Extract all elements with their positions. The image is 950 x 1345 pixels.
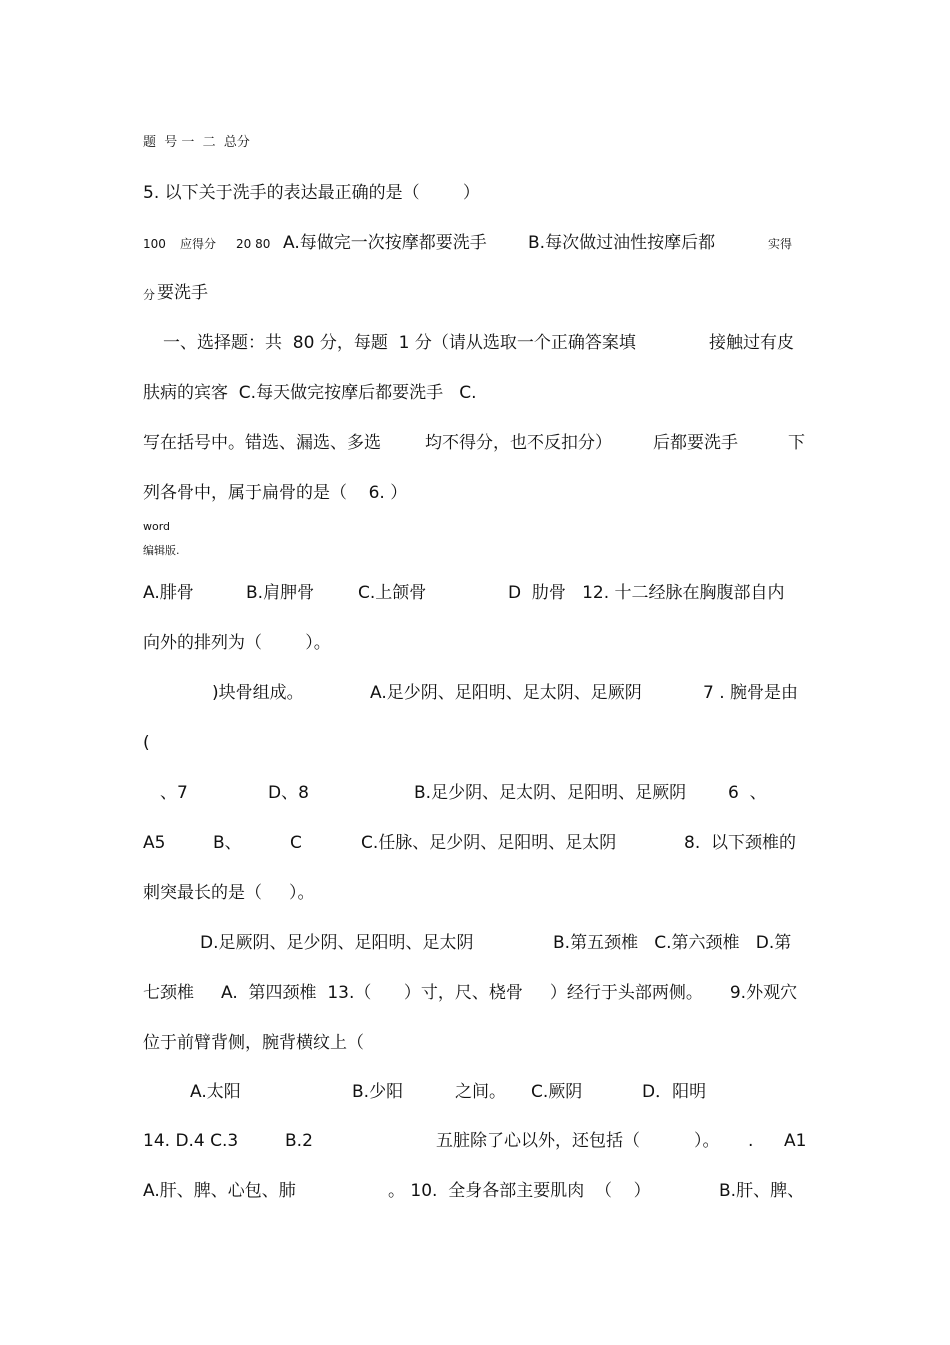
q12-option-d: D.足厥阴、足少阴、足阳明、足太阴 xyxy=(200,933,474,953)
q6-option-b: B.肩胛骨 xyxy=(246,583,315,603)
q7-option-a: A5 xyxy=(143,833,166,853)
q9-option-a: A1 xyxy=(784,1131,807,1151)
score-table-header: 题 号 一 二 总分 xyxy=(143,135,250,150)
q6-option-d-and-q12: D 肋骨 12. 十二经脉在胸腹部自内 xyxy=(508,583,785,603)
total-100: 100 xyxy=(143,237,166,251)
q7-fragment-6: 6 、 xyxy=(728,783,767,803)
q6-option-c: C.上颌骨 xyxy=(358,583,427,603)
watermark-word: word xyxy=(143,520,171,533)
q9-cont: 位于前臂背侧，腕背横纹上（ xyxy=(143,1033,364,1053)
q13-option-d: D．阳明 xyxy=(642,1082,707,1102)
actual-score-label-cont: 分 xyxy=(143,288,156,302)
q7-option-d: D、8 xyxy=(268,783,309,803)
q5-option-c: 肤病的宾客 C.每天做完按摩后都要洗手 C. xyxy=(143,383,477,403)
q8-cont: 刺突最长的是（ ）。 xyxy=(143,883,315,903)
score-values: 20 80 xyxy=(236,237,271,251)
dot-fragment: . xyxy=(748,1131,754,1151)
q7-option-c: 、7 xyxy=(160,783,188,803)
question-10: 。 10. 全身各部主要肌肉 （ ） xyxy=(388,1181,651,1201)
q5-option-c-fragment: 接触过有皮 xyxy=(709,333,794,353)
q7-fragment: )块骨组成。 xyxy=(212,683,304,703)
q7-c-label: C xyxy=(290,833,302,853)
q6-option-a: A.腓骨 xyxy=(143,583,194,603)
q7-paren: ( xyxy=(143,733,150,753)
q12-option-c: C.任脉、足少阴、足阳明、足太阴 xyxy=(361,833,617,853)
q6-prefix: 下 xyxy=(788,433,805,453)
actual-score-label: 实得 xyxy=(768,237,793,251)
q13-option-c: C.厥阴 xyxy=(531,1082,583,1102)
should-score-label: 应得分 xyxy=(180,237,217,251)
q14-text: 五脏除了心以外，还包括（ ）。 xyxy=(436,1131,720,1151)
q8-options-bcd: B.第五颈椎 C.第六颈椎 D.第 xyxy=(553,933,792,953)
instructions-cont: 写在括号中。错选、漏选、多选 xyxy=(143,433,381,453)
q5-option-b-cont: 要洗手 xyxy=(157,283,208,303)
q5-option-b: B.每次做过油性按摩后都 xyxy=(528,233,716,253)
watermark-editable: 编辑版. xyxy=(143,544,180,557)
q12-cont: 向外的排列为（ ）。 xyxy=(143,633,331,653)
question-5: 5. 以下关于洗手的表达最正确的是（ ） xyxy=(143,183,480,203)
q8-q13-q9-line: 七颈椎 A. 第四颈椎 13.（ ）寸，尺、桡骨 ）经行于头部两侧。 9.外观穴 xyxy=(143,983,798,1003)
q14-option-b: B.肝、脾、 xyxy=(719,1181,805,1201)
question-6: 列各骨中，属于扁骨的是（ 6. ） xyxy=(143,483,408,503)
question-8: 8. 以下颈椎的 xyxy=(684,833,797,853)
instructions-cont-2: 均不得分，也不反扣分） xyxy=(425,433,612,453)
section-one-instructions: 一、选择题：共 80 分，每题 1 分（请从选取一个正确答案填 xyxy=(163,333,636,353)
q5-option-c-end: 后都要洗手 xyxy=(653,433,738,453)
q5-option-a: A.每做完一次按摩都要洗手 xyxy=(283,233,487,253)
q14-and-options: 14. D.4 C.3 xyxy=(143,1131,239,1151)
q12-option-b: B.足少阴、足太阴、足阳明、足厥阴 xyxy=(414,783,687,803)
q7-option-b: B、 xyxy=(213,833,242,853)
q13-option-a: A.太阳 xyxy=(190,1082,241,1102)
q9-option-b: B.2 xyxy=(285,1131,313,1151)
question-7: 7 . 腕骨是由 xyxy=(703,683,799,703)
q14-option-a: A.肝、脾、心包、肺 xyxy=(143,1181,296,1201)
q12-option-a: A.足少阴、足阳明、足太阴、足厥阴 xyxy=(370,683,642,703)
q9-fragment: 之间。 xyxy=(455,1082,506,1102)
q13-option-b: B.少阳 xyxy=(352,1082,404,1102)
